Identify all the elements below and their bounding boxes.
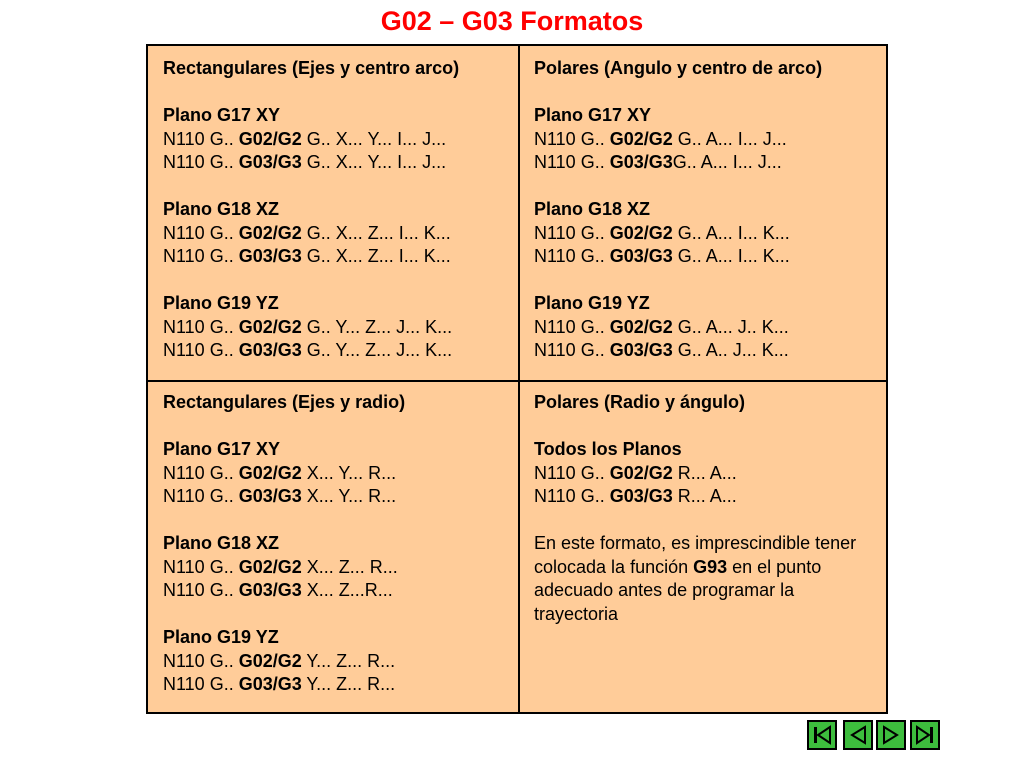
previous-slide-button[interactable] xyxy=(843,720,873,750)
section-heading: Plano G19 YZ xyxy=(534,293,650,313)
section-heading: Plano G17 XY xyxy=(534,105,652,125)
quadrant-rect-radius xyxy=(163,391,405,697)
quadrant-polar-center xyxy=(534,57,822,363)
spacer xyxy=(163,509,405,533)
code-line: N110 G.. G03/G3 G.. A... I... K... xyxy=(534,246,790,266)
quadrant-rect-center xyxy=(163,57,459,363)
page-title: G02 – G03 Formatos xyxy=(380,6,644,36)
spacer xyxy=(534,415,874,439)
spacer xyxy=(534,269,822,293)
section-heading: Rectangulares (Ejes y radio) xyxy=(163,392,406,412)
next-slide-button[interactable] xyxy=(876,720,906,750)
spacer xyxy=(534,81,822,105)
first-slide-button[interactable] xyxy=(807,720,837,750)
last-icon xyxy=(914,724,936,746)
code-line: N110 G.. G02/G2 G.. X... Y... I... J... xyxy=(163,128,447,149)
last-slide-button[interactable] xyxy=(910,720,940,750)
code-line: N110 G.. G03/G3 G.. X... Z... I... K... xyxy=(163,246,451,266)
previous-icon xyxy=(847,724,869,746)
section-heading: Plano G18 XZ xyxy=(163,199,280,219)
code-line: N110 G.. G02/G2 G.. X... Z... I... K... xyxy=(163,222,451,243)
section-heading: Plano G18 XZ xyxy=(534,199,651,219)
code-line: N110 G.. G02/G2 G.. Y... Z... J... K... xyxy=(163,316,453,337)
first-icon xyxy=(811,724,833,746)
formats-table xyxy=(146,44,888,714)
spacer xyxy=(534,509,874,533)
spacer xyxy=(163,603,405,627)
code-line: N110 G.. G03/G3 Y... Z... R... xyxy=(163,674,396,694)
section-heading: Polares (Angulo y centro de arco) xyxy=(534,58,823,78)
code-line: N110 G.. G03/G3 G.. Y... Z... J... K... xyxy=(163,340,453,360)
spacer xyxy=(163,269,459,293)
code-line: N110 G.. G02/G2 X... Y... R... xyxy=(163,462,397,483)
code-line: N110 G.. G03/G3G.. A... I... J... xyxy=(534,152,782,172)
section-heading: Plano G17 XY xyxy=(163,105,281,125)
code-line: N110 G.. G02/G2 G.. A... I... K... xyxy=(534,222,790,243)
section-heading: Plano G18 XZ xyxy=(163,533,280,553)
spacer xyxy=(163,415,405,439)
code-line: N110 G.. G03/G3 X... Z...R... xyxy=(163,580,393,600)
vertical-divider xyxy=(518,46,520,712)
code-line: N110 G.. G02/G2 R... A... xyxy=(534,462,737,483)
spacer xyxy=(163,81,459,105)
section-heading: Todos los Planos xyxy=(534,439,682,459)
code-line: N110 G.. G02/G2 G.. A... I... J... xyxy=(534,128,787,149)
section-heading: Polares (Radio y ángulo) xyxy=(534,392,746,412)
horizontal-divider xyxy=(148,380,886,382)
spacer xyxy=(163,175,459,199)
code-line: N110 G.. G03/G3 G.. X... Y... I... J... xyxy=(163,152,447,172)
next-icon xyxy=(880,724,902,746)
code-line: N110 G.. G02/G2 Y... Z... R... xyxy=(163,650,396,671)
code-line: N110 G.. G02/G2 G.. A... J.. K... xyxy=(534,316,789,337)
code-line: N110 G.. G02/G2 X... Z... R... xyxy=(163,556,398,577)
code-line: N110 G.. G03/G3 R... A... xyxy=(534,486,737,506)
section-heading: Plano G19 YZ xyxy=(163,293,279,313)
quadrant-polar-radius xyxy=(534,391,874,626)
spacer xyxy=(534,175,822,199)
section-heading: Plano G19 YZ xyxy=(163,627,279,647)
g93-note: En este formato, es imprescindible tener colocada la función G93 en el punto adecuado antes de programar la trayectoria xyxy=(534,533,857,624)
section-heading: Rectangulares (Ejes y centro arco) xyxy=(163,58,460,78)
code-line: N110 G.. G03/G3 G.. A.. J... K... xyxy=(534,340,789,360)
code-line: N110 G.. G03/G3 X... Y... R... xyxy=(163,486,397,506)
section-heading: Plano G17 XY xyxy=(163,439,281,459)
